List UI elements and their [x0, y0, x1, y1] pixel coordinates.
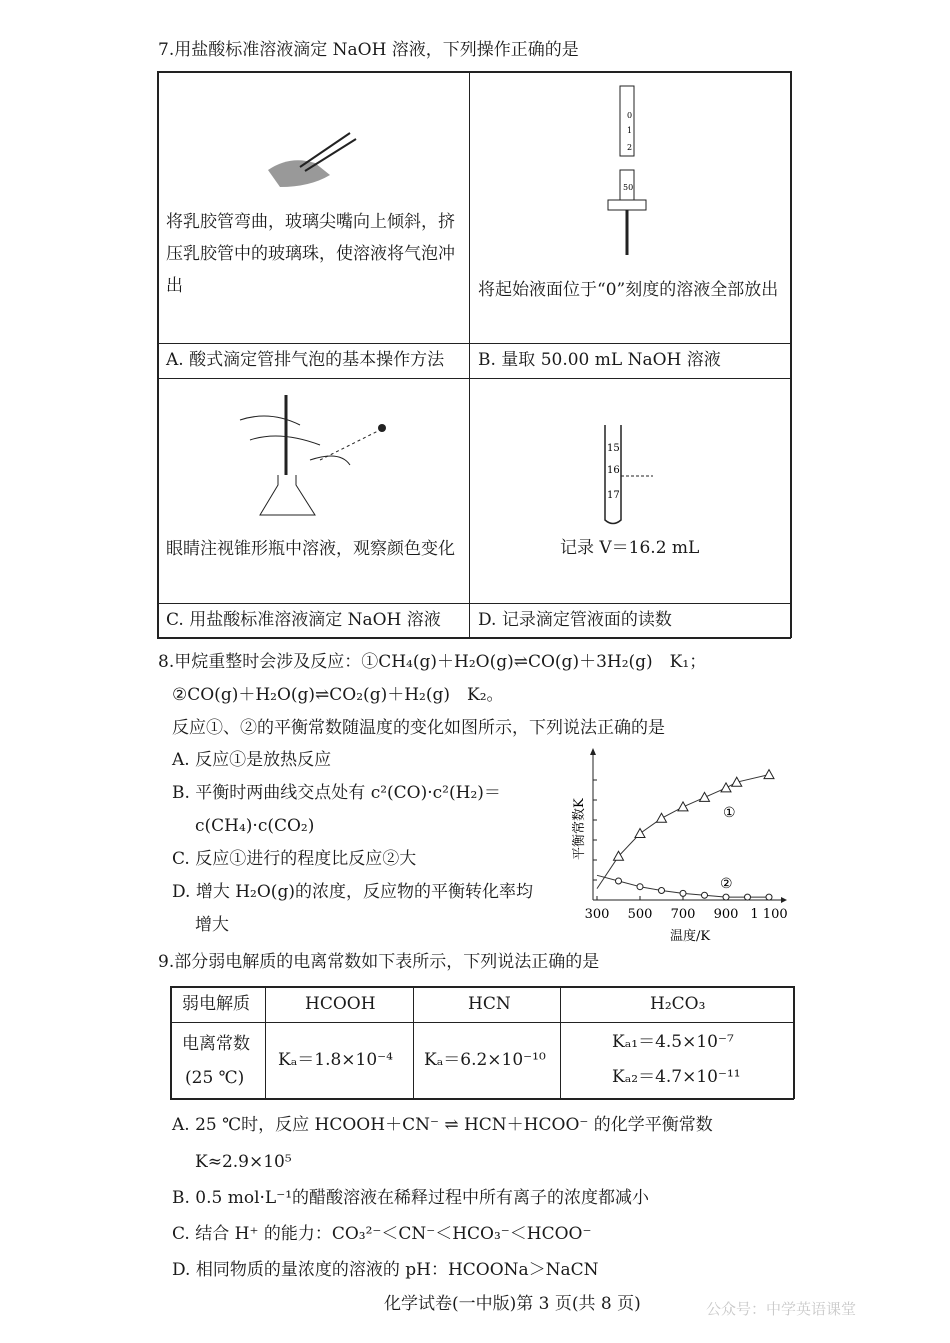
svg-text:0: 0 — [627, 111, 633, 120]
x-tick-label: 1 100 — [750, 907, 788, 922]
option-a-description: 将乳胶管弯曲，玻璃尖嘴向上倾斜，挤压乳胶管中的玻璃珠，使溶液将气泡冲出 — [166, 212, 455, 296]
svg-text:17: 17 — [607, 490, 620, 501]
data-point-triangle — [657, 813, 667, 822]
option-d-label: D. 记录滴定管液面的读数 — [478, 610, 672, 630]
x-tick-label: 500 — [627, 907, 653, 922]
q8-stem-line1: 8.甲烷重整时会涉及反应：①CH₄(g)＋H₂O(g)⇌CO(g)＋3H₂(g) K₁； — [158, 652, 707, 672]
option-a-label: A. 酸式滴定管排气泡的基本操作方法 — [166, 350, 445, 370]
x-axis-arrow — [781, 897, 787, 903]
data-point-triangle — [721, 783, 731, 792]
q9-option-b: B. 0.5 mol·L⁻¹的醋酸溶液在稀释过程中所有离子的浓度都减小 — [172, 1188, 650, 1208]
data-point-triangle — [678, 802, 688, 811]
ka-hcooh: Kₐ＝1.8×10⁻⁴ — [278, 1050, 393, 1070]
data-point-triangle — [635, 829, 645, 838]
q9-option-c: C. 结合 H⁺ 的能力：CO₃²⁻＜CN⁻＜HCO₃⁻＜HCOO⁻ — [172, 1224, 592, 1244]
svg-text:15: 15 — [607, 443, 620, 454]
data-point-triangle — [764, 770, 774, 779]
page-footer: 化学试卷(一中版)第 3 页(共 8 页) — [384, 1294, 641, 1314]
option-d-description: 记录 V＝16.2 mL — [560, 538, 700, 558]
option-c-description: 眼睛注视锥形瓶中溶液，观察颜色变化 — [166, 539, 455, 559]
q8-option-d-cont: 增大 — [195, 915, 229, 935]
q8-option-b-cont: c(CH₄)·c(CO₂) — [195, 816, 315, 836]
data-point-circle — [702, 892, 708, 898]
q8-option-c: C. 反应①进行的程度比反应②大 — [172, 849, 417, 869]
q9-option-a: A. 25 ℃时，反应 HCOOH＋CN⁻ ⇌ HCN＋HCOO⁻ 的化学平衡常数 — [172, 1115, 713, 1135]
equilibrium-constant-chart — [565, 745, 795, 945]
q8-option-d: D. 增大 H₂O(g)的浓度，反应物的平衡转化率均 — [172, 882, 533, 902]
data-point-circle — [637, 884, 643, 890]
series-label-1: ① — [723, 805, 736, 821]
svg-text:16: 16 — [607, 465, 620, 476]
data-point-circle — [616, 878, 622, 884]
q8-option-a: A. 反应①是放热反应 — [172, 750, 332, 770]
data-point-triangle — [700, 792, 710, 801]
data-point-circle — [745, 894, 751, 900]
ka2-h2co3: Kₐ₂＝4.7×10⁻¹¹ — [612, 1067, 741, 1087]
table-header-hcn: HCN — [468, 994, 511, 1014]
option-b-description: 将起始液面位于“0”刻度的溶液全部放出 — [478, 280, 779, 300]
series-label-2: ② — [720, 876, 733, 892]
table-row-label: 电离常数 — [182, 1034, 250, 1054]
q8-stem-line2: ②CO(g)＋H₂O(g)⇌CO₂(g)＋H₂(g) K₂。 — [172, 685, 504, 705]
burette-reading-illustration — [595, 425, 665, 530]
x-tick-label: 700 — [670, 907, 696, 922]
watermark: 公众号：中学英语课堂 — [706, 1300, 857, 1318]
data-point-circle — [766, 894, 772, 900]
table-row-label-temp: (25 ℃) — [185, 1068, 245, 1088]
ka1-h2co3: Kₐ₁＝4.5×10⁻⁷ — [612, 1032, 734, 1052]
y-axis-arrow — [590, 748, 596, 755]
data-point-circle — [723, 894, 729, 900]
q9-option-d: D. 相同物质的量浓度的溶液的 pH：HCOONa＞NaCN — [172, 1260, 599, 1280]
q9-stem: 9.部分弱电解质的电离常数如下表所示，下列说法正确的是 — [158, 952, 600, 972]
q7-stem: 7.用盐酸标准溶液滴定 NaOH 溶液，下列操作正确的是 — [158, 40, 579, 60]
table-header-h2co3: H₂CO₃ — [650, 994, 706, 1014]
option-b-label: B. 量取 50.00 mL NaOH 溶液 — [478, 350, 721, 370]
table-header-electrolyte: 弱电解质 — [182, 994, 250, 1014]
data-point-circle — [680, 890, 686, 896]
ka-hcn: Kₐ＝6.2×10⁻¹⁰ — [424, 1050, 546, 1070]
x-tick-label: 900 — [713, 907, 739, 922]
burette-bubble-removal-illustration — [260, 125, 370, 195]
table-header-hcooh: HCOOH — [305, 994, 376, 1014]
data-point-circle — [659, 888, 665, 894]
q8-option-b: B. 平衡时两曲线交点处有 c²(CO)·c²(H₂)＝ — [172, 783, 501, 803]
svg-text:50: 50 — [623, 183, 634, 192]
svg-text:1: 1 — [627, 126, 633, 135]
base-burette-illustration — [600, 80, 660, 260]
q9-option-a-cont: K≈2.9×10⁵ — [195, 1152, 292, 1172]
svg-text:2: 2 — [627, 143, 633, 152]
series-curve-1 — [597, 775, 769, 889]
x-axis-label: 温度/K — [669, 929, 711, 944]
x-tick-label: 300 — [584, 907, 610, 922]
option-c-label: C. 用盐酸标准溶液滴定 NaOH 溶液 — [166, 610, 441, 630]
q8-stem-line3: 反应①、②的平衡常数随温度的变化如图所示，下列说法正确的是 — [172, 718, 665, 738]
titration-flask-illustration — [230, 390, 400, 525]
y-axis-label: 平衡常数K — [572, 798, 587, 860]
